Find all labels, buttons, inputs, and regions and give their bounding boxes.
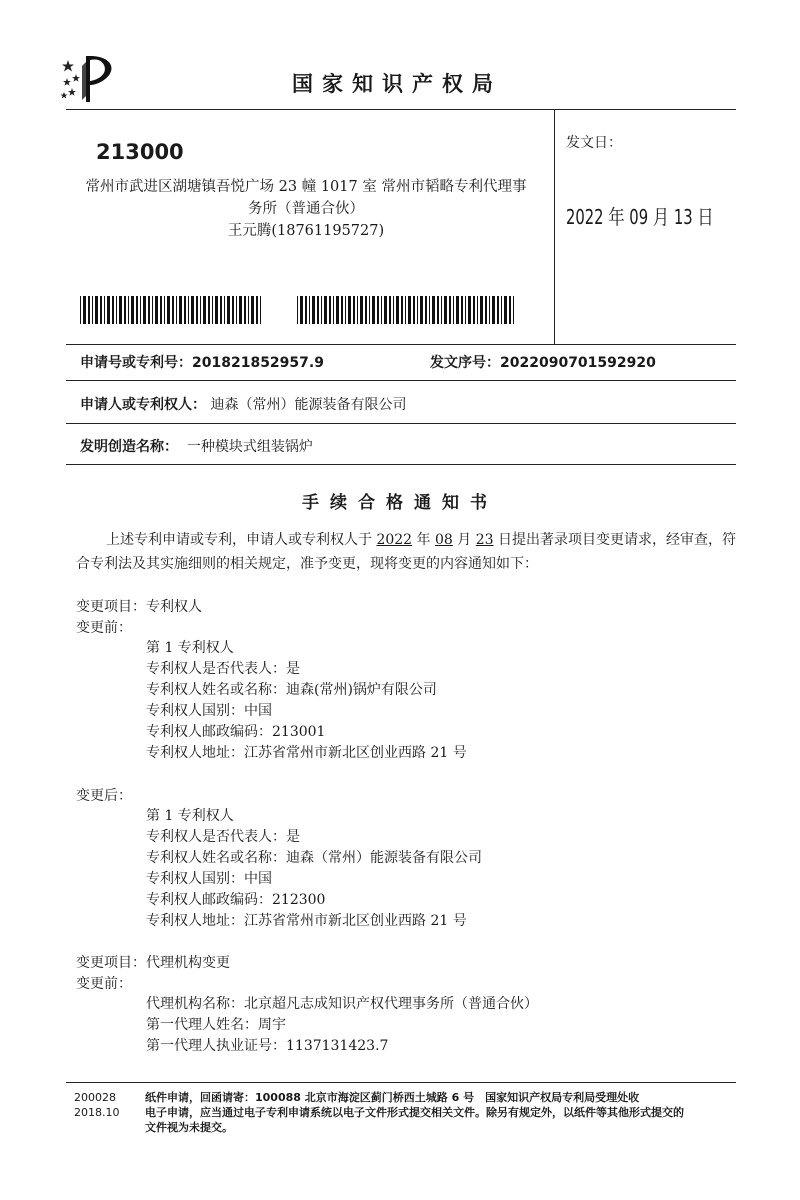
application-number-row xyxy=(80,352,324,372)
address-line-2: 务所（普通合伙） xyxy=(248,201,364,217)
barcode-bar xyxy=(465,296,466,324)
barcode-bar xyxy=(389,296,391,324)
barcode-bar xyxy=(336,296,339,324)
barcode-bar xyxy=(208,296,210,324)
barcode-bar xyxy=(413,296,415,324)
barcode-bar xyxy=(300,296,303,324)
before-2-line: 第一代理人姓名：周宇 xyxy=(146,1017,286,1033)
dispatch-date-value: 2022 年 09 月 13 日 xyxy=(566,205,714,229)
barcode-bar xyxy=(480,296,483,324)
barcode-bar xyxy=(184,296,186,324)
footer-line-3: 文件视为未提交。 xyxy=(145,1121,233,1134)
barcode-bar xyxy=(321,296,322,324)
barcode-bar xyxy=(104,296,105,324)
before-line: 专利权人国别：中国 xyxy=(146,703,272,719)
barcode-bar xyxy=(449,296,451,324)
barcode-bar xyxy=(143,296,146,324)
barcode-bar xyxy=(441,296,442,324)
barcode-bar xyxy=(456,296,459,324)
footer-line-1: 纸件申请，回函请寄：100088 北京市海淀区蓟门桥西土城路 6 号 国家知识产权局专利局受理处收 xyxy=(145,1091,640,1104)
field-rule-1 xyxy=(66,344,736,345)
intro-part-a: 上述专利申请或专利，申请人或专利权人于 xyxy=(106,532,377,548)
recipient-address xyxy=(76,176,536,242)
barcode-bar xyxy=(353,296,355,324)
barcode-bar xyxy=(297,296,298,324)
barcode-bar xyxy=(384,296,387,324)
after-line: 专利权人地址：江苏省常州市新北区创业西路 21 号 xyxy=(146,913,467,929)
barcode-bar xyxy=(251,296,254,324)
barcode-bar xyxy=(312,296,315,324)
applicant-value: 迪森（常州）能源装备有限公司 xyxy=(210,397,407,413)
invention-label: 发明创造名称： xyxy=(80,439,178,455)
barcode-bar xyxy=(408,296,411,324)
barcode-bar xyxy=(92,296,93,324)
recipient-contact: 王元腾(18761195727) xyxy=(227,223,385,239)
barcode-bar xyxy=(429,296,430,324)
barcode-bar xyxy=(140,296,141,324)
barcode-bar xyxy=(513,296,514,324)
barcode-bar xyxy=(405,296,406,324)
barcode-bar xyxy=(191,296,194,324)
barcode-bar xyxy=(396,296,399,324)
barcode-left xyxy=(80,296,264,324)
barcode-bar xyxy=(473,296,475,324)
barcode-bar xyxy=(248,296,249,324)
field-rule-4 xyxy=(66,464,736,465)
barcode-bar xyxy=(489,296,490,324)
barcode-bar xyxy=(152,296,153,324)
dispatch-number-value: 2022090701592920 xyxy=(500,355,656,371)
application-number-value: 201821852957.9 xyxy=(192,355,324,371)
invention-value: 一种模块式组装锅炉 xyxy=(186,439,313,455)
dispatch-number-label: 发文序号： xyxy=(430,355,500,371)
barcode-bar xyxy=(468,296,471,324)
barcode-bar xyxy=(372,296,375,324)
intro-part-c: 月 xyxy=(452,532,476,548)
barcode-bar xyxy=(119,296,122,324)
barcode-bar xyxy=(95,296,98,324)
barcode-bar xyxy=(509,296,511,324)
barcode-bar xyxy=(232,296,234,324)
field-rule-2 xyxy=(66,380,736,381)
invention-row xyxy=(80,436,313,456)
before-line: 专利权人是否代表人：是 xyxy=(146,661,300,677)
barcode-bar xyxy=(348,296,351,324)
barcode-bar xyxy=(477,296,478,324)
barcode-bar xyxy=(504,296,507,324)
before-line: 第 1 专利权人 xyxy=(146,640,234,656)
header-rule xyxy=(66,109,736,110)
barcode-bar xyxy=(444,296,447,324)
barcode-bar xyxy=(164,296,165,324)
barcode-bar xyxy=(160,296,162,324)
barcode-bar xyxy=(100,296,102,324)
barcode-bar xyxy=(365,296,367,324)
organization-title: 国家知识产权局 xyxy=(292,72,502,96)
request-day: 23 xyxy=(475,532,494,548)
barcode-bar xyxy=(196,296,198,324)
change-item-2-label: 变更项目：代理机构变更 xyxy=(76,955,230,971)
barcode-bar xyxy=(131,296,134,324)
barcode-bar xyxy=(112,296,114,324)
barcode-bar xyxy=(124,296,126,324)
barcode-bar xyxy=(497,296,499,324)
before-2-line: 第一代理人执业证号：1137131423.7 xyxy=(146,1038,389,1054)
barcode-bar xyxy=(176,296,177,324)
barcode-bar xyxy=(360,296,363,324)
applicant-label: 申请人或专利权人： xyxy=(80,397,206,413)
barcode-bar xyxy=(492,296,495,324)
barcode-bar xyxy=(224,296,225,324)
recipient-postcode: 213000 xyxy=(96,140,184,164)
barcode-bar xyxy=(203,296,206,324)
barcode-bar xyxy=(485,296,487,324)
before-line: 专利权人邮政编码：213001 xyxy=(146,724,326,740)
barcode-bar xyxy=(80,296,81,324)
barcode-bar xyxy=(236,296,237,324)
address-line-1: 常州市武进区湖塘镇吾悦广场 23 幢 1017 室 常州市韬略专利代理事 xyxy=(85,179,527,195)
barcode-bar xyxy=(357,296,358,324)
notice-title: 手续合格通知书 xyxy=(302,493,498,513)
barcode-bar xyxy=(107,296,110,324)
barcode-bar xyxy=(239,296,242,324)
barcode-bar xyxy=(212,296,213,324)
barcode-bar xyxy=(401,296,403,324)
intro-part-b: 年 xyxy=(412,532,435,548)
barcode-bar xyxy=(220,296,222,324)
barcode-bar xyxy=(333,296,334,324)
before-line: 专利权人地址：江苏省常州市新北区创业西路 21 号 xyxy=(146,745,467,761)
barcode-bar xyxy=(309,296,310,324)
field-rule-3 xyxy=(66,423,736,424)
header-divider xyxy=(554,109,555,345)
intro-part-d: 日提出著录项目变更请求，经审查，符合专利法及其实施细则的相关规定，准予变更，现将变更的内容通知如下： xyxy=(76,532,737,572)
request-year: 2022 xyxy=(376,532,413,548)
after-line: 专利权人邮政编码：212300 xyxy=(146,892,326,908)
barcode-bar xyxy=(88,296,90,324)
barcode-bar xyxy=(437,296,439,324)
notice-intro xyxy=(76,528,744,576)
barcode-bar xyxy=(453,296,454,324)
barcode-bar xyxy=(148,296,150,324)
footer-line-2: 电子申请，应当通过电子专利申请系统以电子文件形式提交相关文件。除另有规定外，以纸件等其他形式提交的 xyxy=(145,1106,684,1119)
barcode-bar xyxy=(341,296,343,324)
barcode-bar xyxy=(305,296,307,324)
before-label: 变更前： xyxy=(76,620,132,636)
footer-rule xyxy=(66,1082,736,1083)
barcode-bar xyxy=(200,296,201,324)
after-line: 专利权人是否代表人：是 xyxy=(146,829,300,845)
barcode-bar xyxy=(381,296,382,324)
barcode-bar xyxy=(345,296,346,324)
barcode-right xyxy=(297,296,518,324)
barcode-bar xyxy=(128,296,129,324)
after-line: 专利权人国别：中国 xyxy=(146,871,272,887)
barcode-bar xyxy=(179,296,182,324)
barcode-bar xyxy=(227,296,230,324)
barcode-bar xyxy=(188,296,189,324)
barcode-bar xyxy=(116,296,117,324)
barcode-bar xyxy=(136,296,138,324)
applicant-row xyxy=(80,394,406,414)
barcode-bar xyxy=(432,296,435,324)
after-label: 变更后： xyxy=(76,788,132,804)
change-item-1-label: 变更项目：专利权人 xyxy=(76,599,202,615)
barcode-bar xyxy=(256,296,258,324)
barcode-bar xyxy=(369,296,370,324)
barcode-bar xyxy=(155,296,158,324)
form-date: 2018.10 xyxy=(74,1106,120,1119)
barcode-bar xyxy=(172,296,174,324)
dispatch-date-label: 发文日： xyxy=(566,135,622,151)
after-line: 第 1 专利权人 xyxy=(146,808,234,824)
barcode-bar xyxy=(244,296,246,324)
cnipa-logo-icon xyxy=(60,52,122,104)
barcode-bar xyxy=(324,296,327,324)
barcode-bar xyxy=(377,296,379,324)
dispatch-number-row xyxy=(430,352,656,372)
barcode-bar xyxy=(167,296,170,324)
barcode-bar xyxy=(317,296,319,324)
application-number-label: 申请号或专利号： xyxy=(80,355,192,371)
before-2-line: 代理机构名称：北京超凡志成知识产权代理事务所（普通合伙） xyxy=(146,996,538,1012)
before-2-label: 变更前： xyxy=(76,976,132,992)
barcode-bar xyxy=(83,296,86,324)
barcode-bar xyxy=(417,296,418,324)
barcode-bar xyxy=(260,296,261,324)
barcode-bar xyxy=(393,296,394,324)
before-line: 专利权人姓名或名称：迪森(常州)锅炉有限公司 xyxy=(146,682,437,698)
form-code: 200028 xyxy=(74,1091,116,1104)
barcode-bar xyxy=(420,296,423,324)
barcode-bar xyxy=(215,296,218,324)
barcode-bar xyxy=(329,296,331,324)
after-line: 专利权人姓名或名称：迪森（常州）能源装备有限公司 xyxy=(146,850,482,866)
barcode-bar xyxy=(501,296,502,324)
barcode-bar xyxy=(425,296,427,324)
request-month: 08 xyxy=(435,532,453,548)
barcode-bar xyxy=(461,296,463,324)
